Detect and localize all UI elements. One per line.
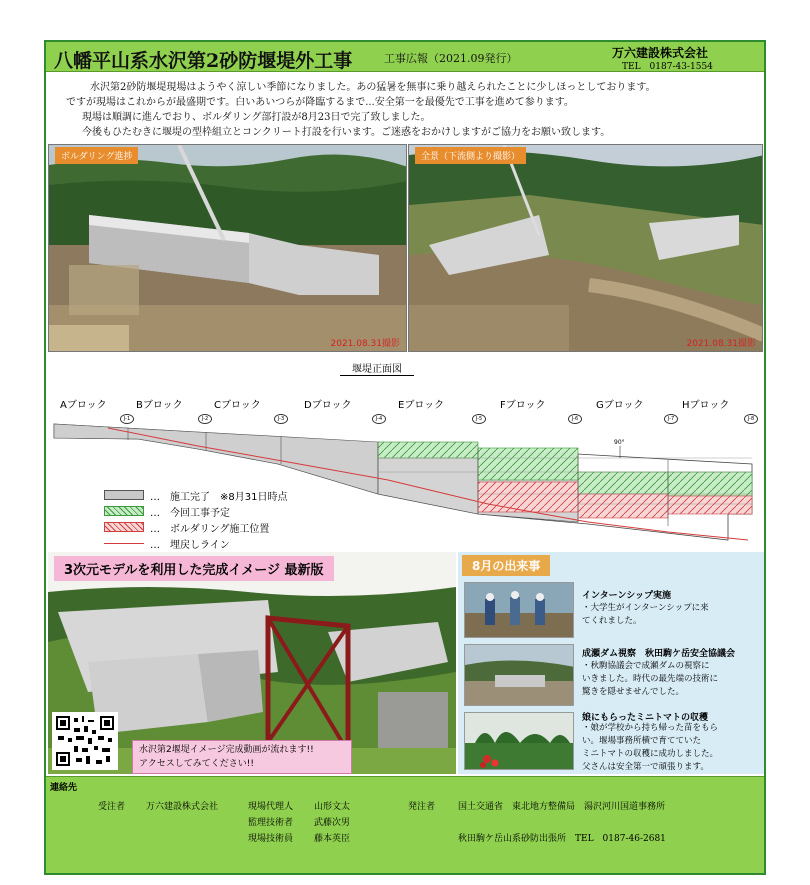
construction-photo-illustration (49, 145, 407, 352)
joint-marker: J-3 (274, 414, 288, 424)
joint-marker: J-7 (664, 414, 678, 424)
legend-swatch (104, 543, 144, 544)
block-label: Aブロック (60, 400, 107, 411)
contractor-name: 万六建設株式会社 (146, 802, 219, 812)
august-events-section (458, 552, 764, 774)
video-note-line: アクセスしてみてください!! (139, 759, 254, 769)
contractor-label: 受注者 (98, 802, 126, 812)
event-body: ・娘が学校から持ち帰った苗をもら い。堰場事務所横で育てていた ミニトマトの収穫に成功しました。 父さんは安全第一で頑張ります。 (582, 723, 719, 772)
block-label: Gブロック (596, 400, 644, 411)
joint-marker: J-1 (120, 414, 134, 424)
photo-date: 2021.08.31撮影 (330, 339, 400, 349)
agent-label: 現場代理人 (248, 802, 294, 812)
orderer-label: 発注者 (408, 802, 436, 812)
events-title: 8月の出来事 (462, 555, 550, 576)
supervisor-name: 武藤次男 (314, 818, 351, 828)
block-label: Cブロック (214, 400, 261, 411)
supervisor-label: 監理技術者 (248, 818, 294, 828)
block-label: Bブロック (136, 400, 183, 411)
company-name: 万六建設株式会社 (612, 46, 709, 60)
joint-marker: J-6 (568, 414, 582, 424)
company-tel: TEL 0187-43-1554 (622, 62, 713, 72)
diagram-title: 堰堤正面図 (340, 360, 414, 376)
intro-line: 水沢第2砂防堰堤現場はようやく涼しい季節になりました。あの猛暑を無事に乗り越えられたことに少しほっとしております。 (90, 82, 656, 93)
angle-label: 90° (614, 439, 625, 446)
agent-name: 山形文太 (314, 802, 351, 812)
video-note-line: 水沢第2堰堤イメージ完成動画が流れます!! (139, 745, 314, 755)
block-label: Hブロック (682, 400, 730, 411)
mini-tomato-photo (464, 712, 574, 770)
newsletter-title: 八幡平山系水沢第2砂防堰堤外工事 (54, 50, 353, 72)
event-heading: 成瀬ダム視察 秋田駒ケ岳安全協議会 (582, 649, 736, 659)
newsletter-page (44, 40, 766, 875)
video-note (132, 740, 352, 774)
joint-marker: J-4 (372, 414, 386, 424)
photo-overview-downstream (408, 144, 763, 352)
qr-code-icon (52, 712, 118, 770)
intro-text (66, 80, 756, 140)
joint-marker: J-5 (472, 414, 486, 424)
legend-swatch (104, 522, 144, 532)
dam-elevation-diagram: 堰堤正面図 Aブロック Bブロック Cブロック Dブロック Eブロック Fブロック Gブロック Hブロック J-1 J-2 J-3 J-4 J-5 J-6 J-7 J-8 90° … 施工完了 ※8月31日時点 … 今回工事予定 … ボルダリング施工位置 … 埋戻しライン (48, 354, 764, 552)
intro-line: ですが現場はこれからが最盛期です。白いあいつらが降臨するまで...安全第一を最優先で工事を進めて参ります。 (66, 97, 574, 108)
legend-swatch (104, 506, 144, 516)
site-engineer-name: 藤本英臣 (314, 834, 351, 844)
qr-code[interactable] (52, 712, 118, 770)
contact-label: 連絡先 (50, 783, 78, 793)
header-bar (46, 42, 764, 72)
event-body: ・秋駒協議会で成瀬ダムの視察に いきました。時代の最先端の技術に 驚きを隠せませんでした。 (582, 661, 719, 697)
contact-footer (46, 776, 764, 873)
block-label: Fブロック (500, 400, 546, 411)
joint-marker: J-8 (744, 414, 758, 424)
office-contact: 秋田駒ケ岳山系砂防出張所 TEL 0187-46-2681 (458, 834, 666, 844)
event-heading: 娘にもらったミニトマトの収穫 (582, 713, 709, 723)
photo-bouldering-progress (48, 144, 407, 352)
model-title: 3次元モデルを利用した完成イメージ 最新版 (54, 556, 334, 581)
site-engineer-label: 現場技術員 (248, 834, 294, 844)
photo-date: 2021.08.31撮影 (686, 339, 756, 349)
block-label: Dブロック (304, 400, 352, 411)
photo-label: 全景（下流側より撮影） (415, 147, 526, 164)
photo-label: ボルダリング進捗 (55, 147, 138, 164)
overview-photo-illustration (409, 145, 763, 352)
model-section (48, 552, 456, 774)
event-heading: インターンシップ実施 (582, 591, 672, 601)
intro-line: 現場は順調に進んでおり、ボルダリング部打設が8月23日で完了致しました。 (82, 112, 431, 123)
orderer-name: 国土交通省 東北地方整備局 湯沢河川国道事務所 (458, 802, 666, 812)
issue-label: 工事広報（2021.09発行） (384, 52, 518, 65)
block-label: Eブロック (398, 400, 445, 411)
intro-line: 今後もひたむきに堰堤の型枠組立とコンクリート打設を行います。ご迷惑をおかけしますがご協力をお願い致します。 (82, 127, 611, 138)
joint-marker: J-2 (198, 414, 212, 424)
event-body: ・大学生がインターンシップに来 てくれました。 (582, 603, 709, 626)
legend-swatch (104, 490, 144, 500)
internship-photo (464, 582, 574, 638)
naruse-dam-photo (464, 644, 574, 706)
